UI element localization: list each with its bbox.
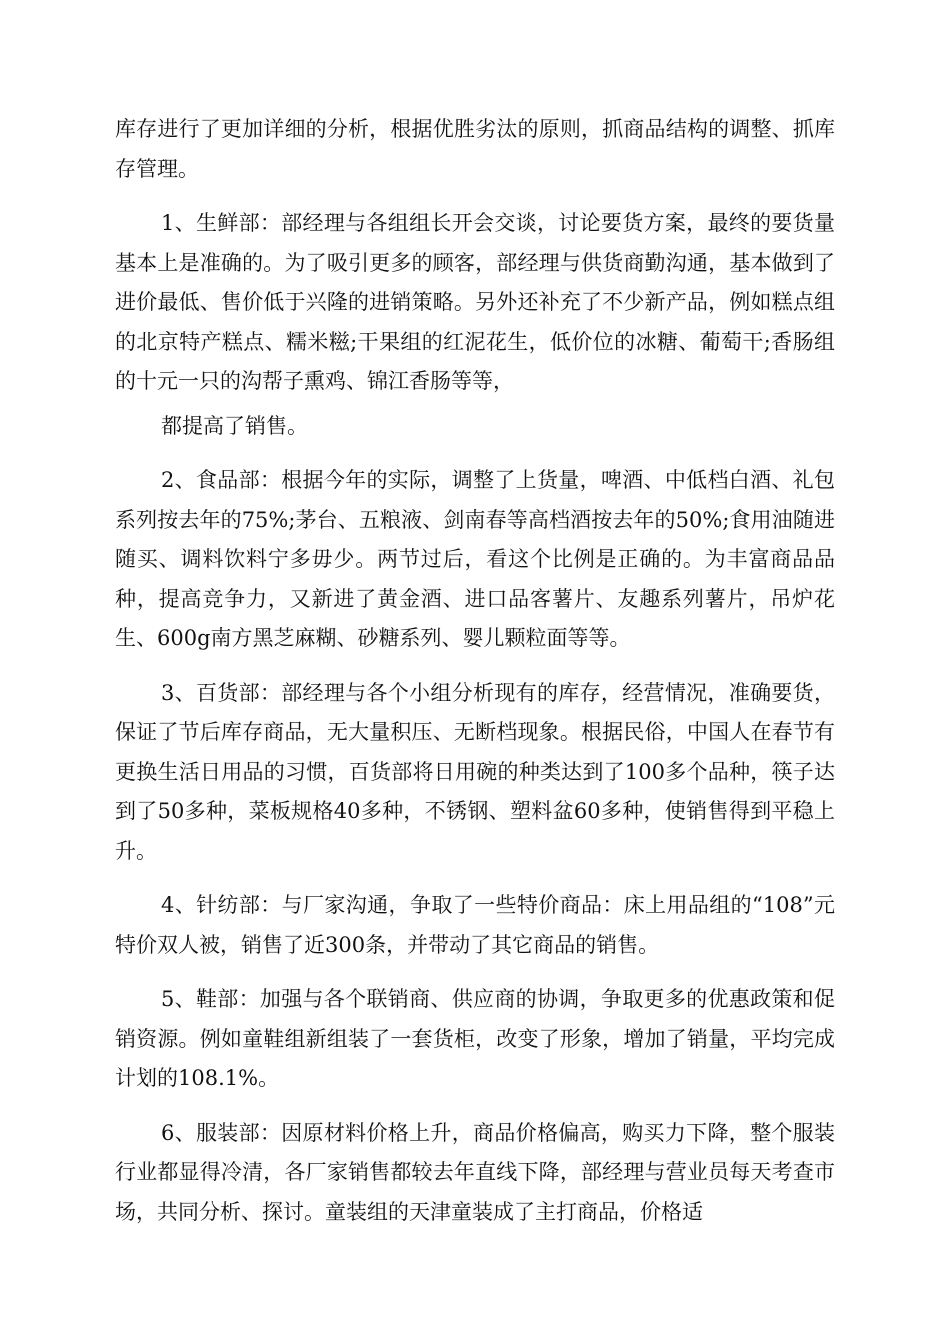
paragraph-food-department: 2、食品部：根据今年的实际，调整了上货量，啤酒、中低档白酒、礼包系列按去年的75%;茅台、五粮液、剑南春等高档酒按去年的50%;食用油随进随买、调料饮料宁多毋少。两节过后，看这个比例是正确的。为丰富商品品种，提高竞争力，又新进了黄金酒、进口品客薯片、友趣系列薯片，吊炉花生、600g南方黑芝麻糊、砂糖系列、婴儿颗粒面等等。 [115, 468, 835, 650]
paragraph-inventory-analysis: 库存进行了更加详细的分析，根据优胜劣汰的原则，抓商品结构的调整、抓库存管理。 [115, 117, 835, 181]
document-body [115, 110, 835, 1247]
paragraph-sales-improved: 都提高了销售。 [161, 413, 308, 438]
paragraph-shoe-department: 5、鞋部：加强与各个联销商、供应商的协调，争取更多的优惠政策和促销资源。例如童鞋组新组装了一套货柜，改变了形象，增加了销量，平均完成计划的108.1%。 [115, 987, 835, 1090]
paragraph-clothing-department: 6、服装部：因原材料价格上升，商品价格偏高，购买力下降，整个服装行业都显得冷清，各厂家销售都较去年直线下降，部经理与营业员每天考查市场，共同分析、探讨。童装组的天津童装成了主打商品，价格适 [115, 1120, 835, 1224]
paragraph-textile-department: 4、针纺部：与厂家沟通，争取了一些特价商品：床上用品组的“108”元特价双人被，销售了近300条，并带动了其它商品的销售。 [115, 893, 835, 957]
paragraph-fresh-department: 1、生鲜部：部经理与各组组长开会交谈，讨论要货方案，最终的要货量基本上是准确的。为了吸引更多的顾客，部经理与供货商勤沟通，基本做到了进价最低、售价低于兴隆的进销策略。另外还补充了不少新产品，例如糕点组的北京特产糕点、糯米糍;干果组的红泥花生，低价位的冰糖、葡萄干;香肠组的十元一只的沟帮子熏鸡、锦江香肠等等， [115, 211, 835, 393]
paragraph-general-merchandise-department: 3、百货部：部经理与各个小组分析现有的库存，经营情况，准确要货，保证了节后库存商品，无大量积压、无断档现象。根据民俗，中国人在春节有更换生活日用品的习惯，百货部将日用碗的种类达到了100多个品种，筷子达到了50多种，菜板规格40多种，不锈钢、塑料盆60多种，使销售得到平稳上升。 [115, 680, 835, 863]
